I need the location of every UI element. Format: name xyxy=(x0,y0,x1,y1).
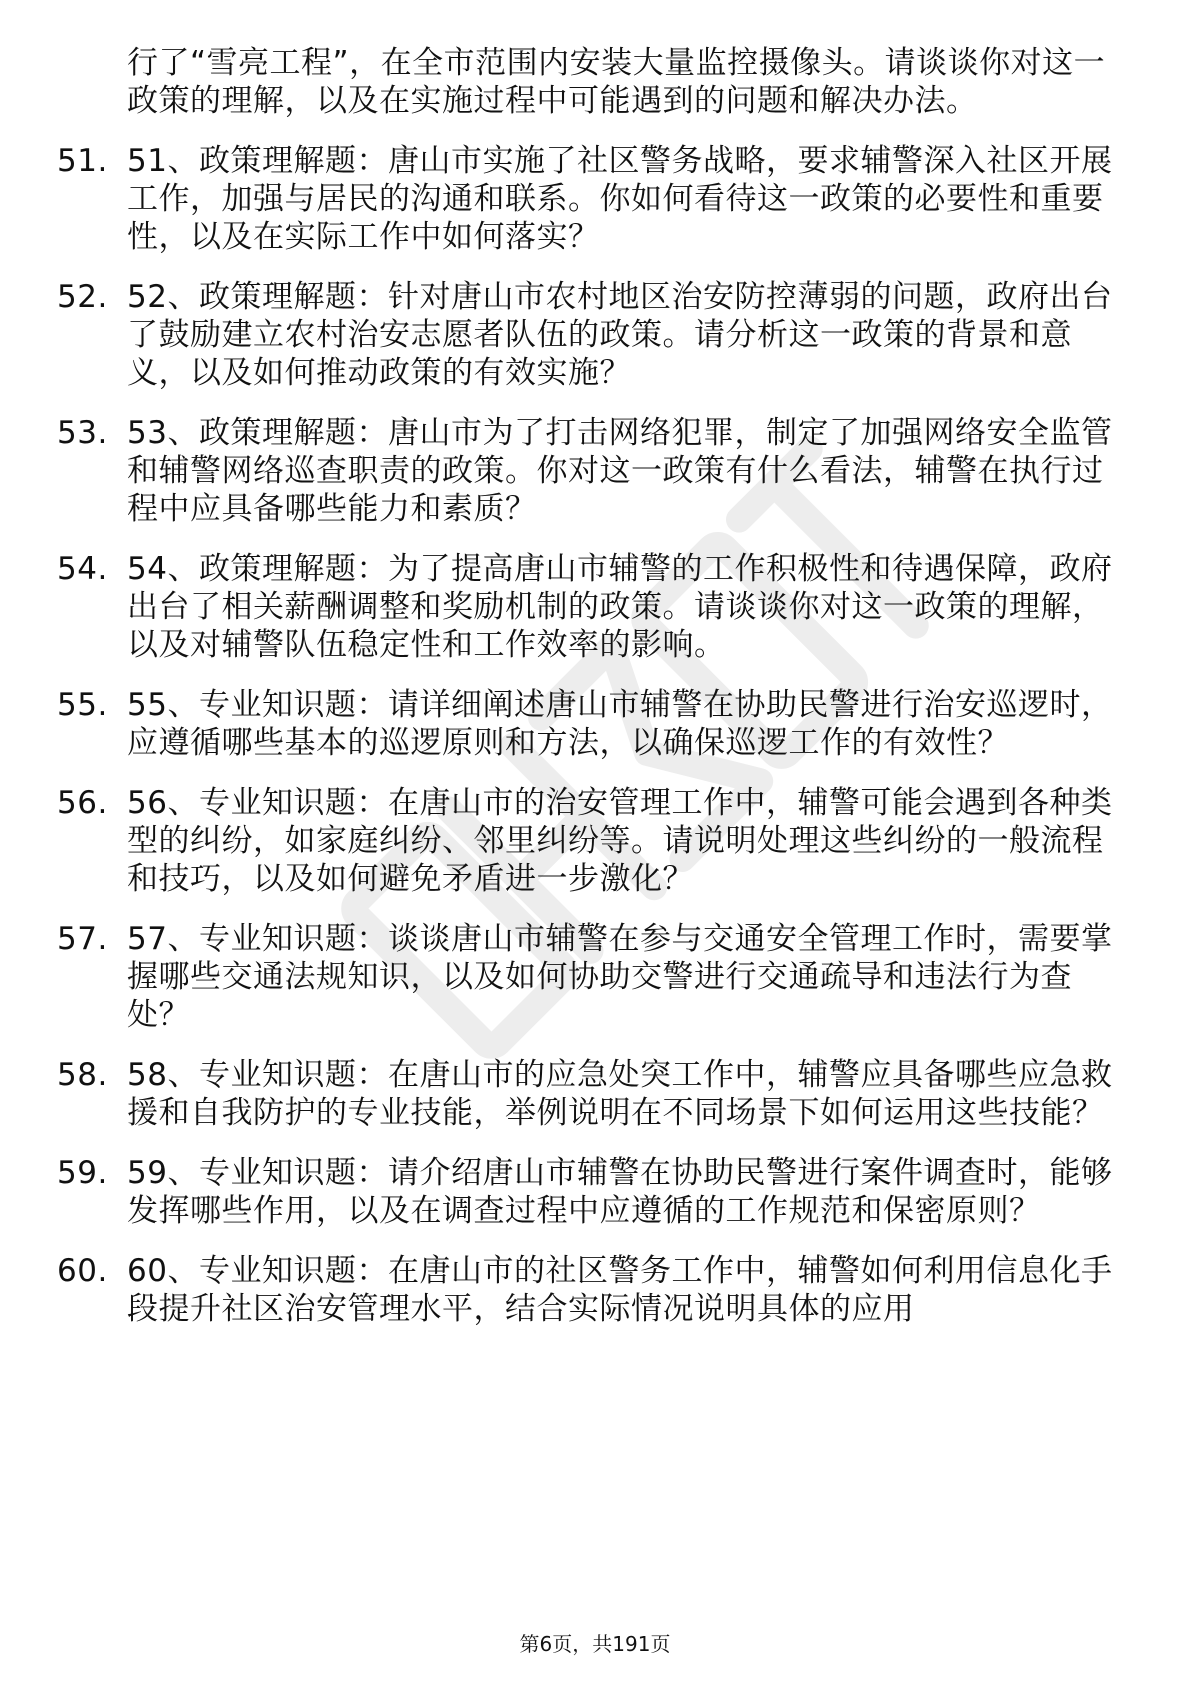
question-item xyxy=(0,278,1119,392)
question-item xyxy=(0,920,1119,1034)
question-text: 54、政策理解题：为了提高唐山市辅警的工作积极性和待遇保障，政府出台了相关薪酬调整和奖励机制的政策。请谈谈你对这一政策的理解，以及对辅警队伍稳定性和工作效率的影响。 xyxy=(127,551,1113,663)
question-text: 59、专业知识题：请介绍唐山市辅警在协助民警进行案件调查时，能够发挥哪些作用，以及在调查过程中应遵循的工作规范和保密原则？ xyxy=(127,1155,1113,1229)
question-number: 58. xyxy=(57,1057,108,1093)
question-item xyxy=(0,142,1119,256)
question-number: 55. xyxy=(57,687,108,723)
question-number: 59. xyxy=(57,1155,108,1191)
question-number: 57. xyxy=(57,921,108,957)
question-text: 53、政策理解题：唐山市为了打击网络犯罪，制定了加强网络安全监管和辅警网络巡查职责的政策。你对这一政策有什么看法，辅警在执行过程中应具备哪些能力和素质？ xyxy=(127,415,1113,527)
question-number: 52. xyxy=(57,279,108,315)
question-item xyxy=(0,784,1119,898)
continuation-paragraph: 行了“雪亮工程”，在全市范围内安装大量监控摄像头。请谈谈你对这一政策的理解，以及在实施过程中可能遇到的问题和解决办法。 xyxy=(127,45,1106,119)
question-item xyxy=(0,550,1119,664)
question-text: 51、政策理解题：唐山市实施了社区警务战略，要求辅警深入社区开展工作，加强与居民的沟通和联系。你如何看待这一政策的必要性和重要性，以及在实际工作中如何落实？ xyxy=(127,143,1113,255)
question-text: 56、专业知识题：在唐山市的治安管理工作中，辅警可能会遇到各种类型的纠纷，如家庭纠纷、邻里纠纷等。请说明处理这些纠纷的一般流程和技巧，以及如何避免矛盾进一步激化？ xyxy=(127,785,1113,897)
question-number: 51. xyxy=(57,143,108,179)
question-item xyxy=(0,1252,1119,1328)
question-text: 55、专业知识题：请详细阐述唐山市辅警在协助民警进行治安巡逻时，应遵循哪些基本的巡逻原则和方法，以确保巡逻工作的有效性？ xyxy=(127,687,1113,761)
question-item xyxy=(0,686,1119,762)
question-text: 58、专业知识题：在唐山市的应急处突工作中，辅警应具备哪些应急救援和自我防护的专业技能，举例说明在不同场景下如何运用这些技能？ xyxy=(127,1057,1113,1131)
question-text: 60、专业知识题：在唐山市的社区警务工作中，辅警如何利用信息化手段提升社区治安管理水平，结合实际情况说明具体的应用 xyxy=(127,1253,1113,1327)
question-list xyxy=(0,142,1190,1328)
question-number: 53. xyxy=(57,415,108,451)
question-number: 60. xyxy=(57,1253,108,1289)
question-item xyxy=(0,1154,1119,1230)
question-number: 54. xyxy=(57,551,108,587)
question-text: 52、政策理解题：针对唐山市农村地区治安防控薄弱的问题，政府出台了鼓励建立农村治安志愿者队伍的政策。请分析这一政策的背景和意义，以及如何推动政策的有效实施？ xyxy=(127,279,1113,391)
document-body xyxy=(0,44,1190,1350)
question-item xyxy=(0,414,1119,528)
question-item xyxy=(0,1056,1119,1132)
page-footer: 第6页，共191页 xyxy=(519,1632,671,1656)
question-text: 57、专业知识题：谈谈唐山市辅警在参与交通安全管理工作时，需要掌握哪些交通法规知识，以及如何协助交警进行交通疏导和违法行为查处？ xyxy=(127,921,1113,1033)
question-number: 56. xyxy=(57,785,108,821)
